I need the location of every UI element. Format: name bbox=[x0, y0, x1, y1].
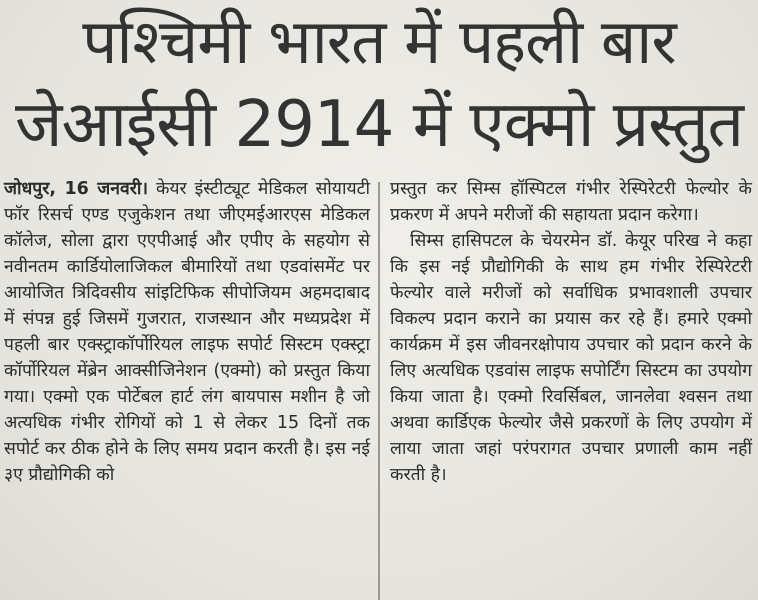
article-left-paragraph bbox=[4, 176, 370, 488]
headline-line-2: जेआईसी 2914 में एक्मो प्रस्तुत bbox=[14, 88, 744, 162]
column-divider bbox=[378, 182, 380, 600]
article-left-column bbox=[4, 176, 370, 488]
article-right-column bbox=[390, 176, 752, 488]
headline-line-1: पश्चिमी भारत में पहली बार bbox=[82, 5, 676, 78]
dateline: जोधपुर, 16 जनवरी। bbox=[4, 179, 149, 199]
right-paragraph-1: प्रस्तुत कर सिम्स हॉस्पिटल गंभीर रेस्पिरेटरी फेल्योर के प्रकरण में अपने मरीजों की सहायता प्रदान करेगा। bbox=[390, 179, 752, 225]
right-paragraph-2: सिम्स हासिपटल के चेयरमेन डॉ. केयूर परिख ने कहा कि इस नई प्रौद्योगिकी के साथ हम गंभीर रेस्पिरेटरी फेल्योर वाले मरीजों को सर्वाधिक प्रभावशाली उपचार विकल्प प्रदान कराने का प्रयास कर रहे हैं। हमारे एक्मो कार्यक्रम में इस जीवनरक्षोपाय उपचार को प्रदान करने के लिए अत्यधिक एडवांस लाइफ सपोर्टिंग सिस्टम का उपयोग किया जाता है। एक्मो रिवर्सिबल, जानलेवा श्वसन तथा अथवा कार्डिएक फेल्योर जैसे प्रकरणों के लिए उपयोग में लाया जाता जहां परंपरागत उपचार प्रणाली काम नहीं करती है। bbox=[390, 231, 752, 485]
left-column-text: केयर इंस्टीट्यूट मेडिकल सोयायटी फॉर रिसर्च एण्ड एजुकेशन तथा जीएमईआरएस मेडिकल कॉलेज, सोला द्वारा एएपीआई और एपीए के सहयोग से नवीनतम कार्डियोलाजिकल बीमारियों तथा एडवांसमेंट पर आयोजित त्रिदिवसीय सांइटिफिक सीपोजियम अहमदाबाद में संपन्न हुई जिसमें गुजरात, राजस्थान और मध्यप्रदेश में पहली बार एक्स्ट्राकॉर्पोरियल लाइफ सपोर्ट सिस्टम एक्स्ट्रा कॉर्पोरियल मेंब्रेन आक्सीजिनेशन (एक्मो) को प्रस्तुत किया गया। एक्मो एक पोर्टेबल हार्ट लंग बायपास मशीन है जो अत्यधिक गंभीर रोगियों को 1 से लेकर 15 दिनों तक सपोर्ट कर ठीक होने के लिए समय प्रदान करती है। इस नई ३ए प्रौद्योगिकी को bbox=[4, 179, 370, 485]
